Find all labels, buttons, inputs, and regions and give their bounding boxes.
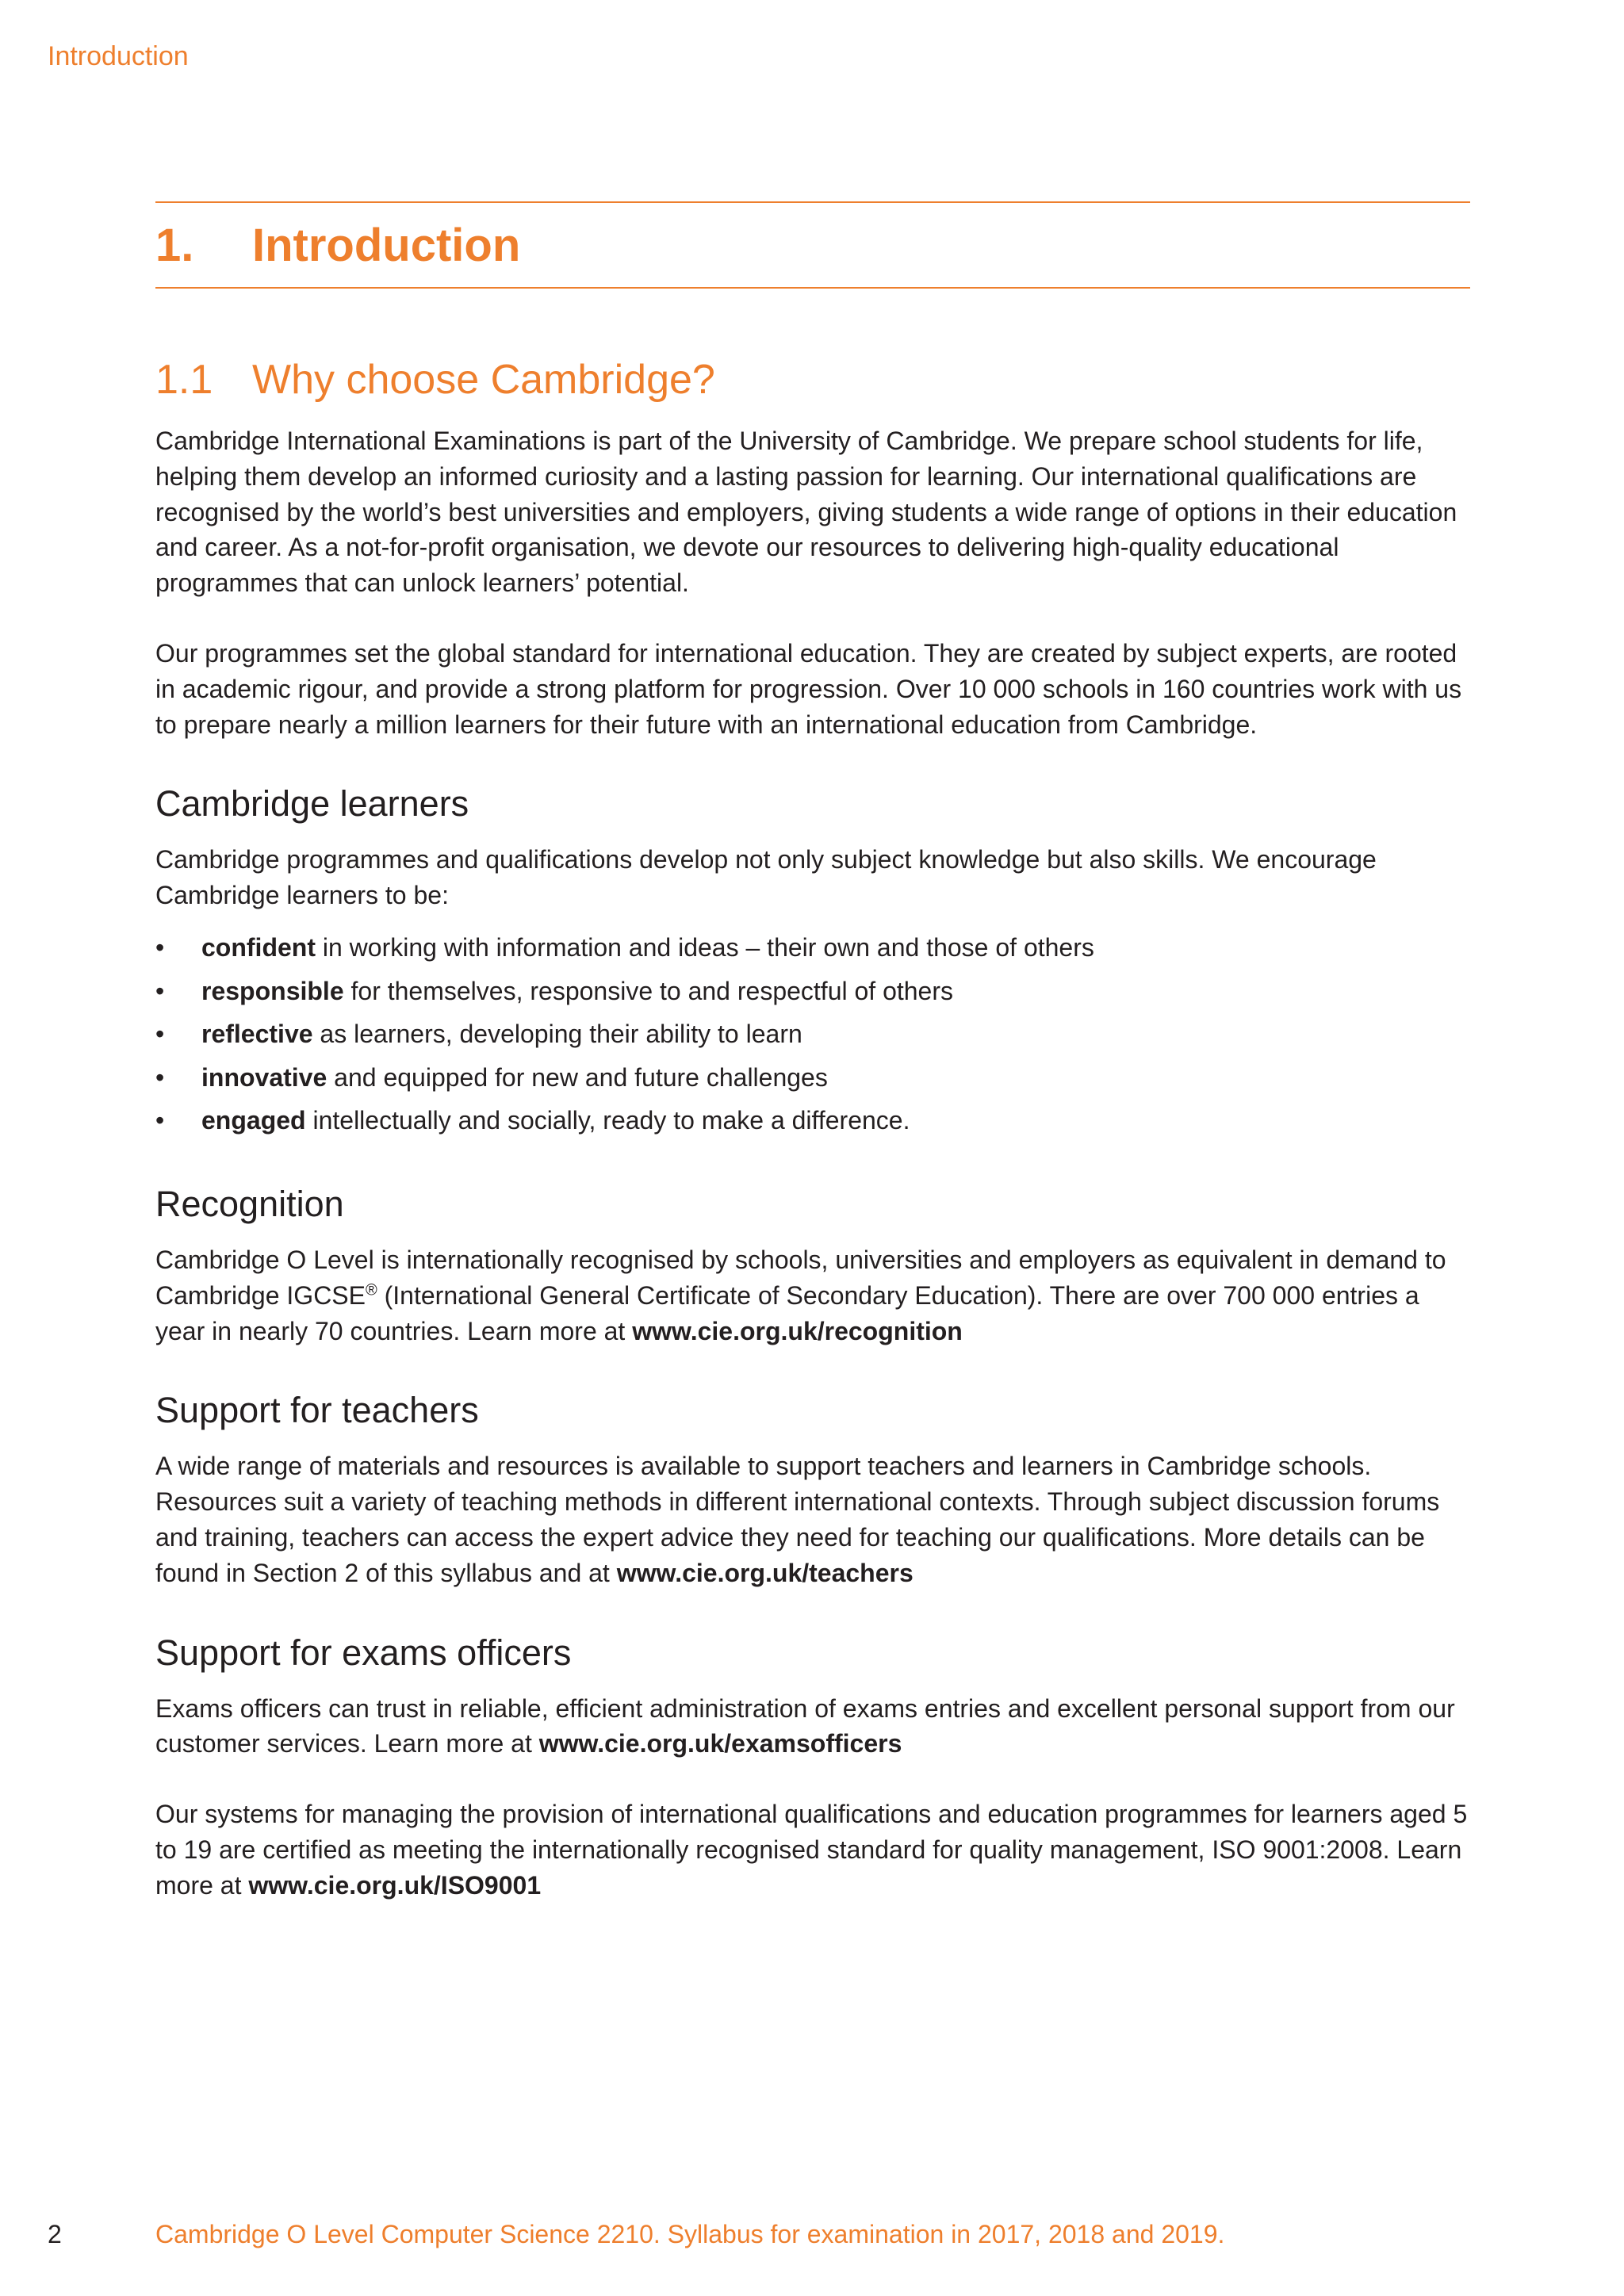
list-item bbox=[155, 1099, 1470, 1142]
recognition-text-a: Cambridge O Level is internationally recognised by schools, universities and employers as equivalent in demand to Cambridge IGCSE bbox=[155, 1245, 1446, 1310]
list-item-text: intellectually and socially, ready to make a difference. bbox=[305, 1106, 910, 1135]
chapter-bottom-rule bbox=[155, 287, 1470, 289]
teachers-text: A wide range of materials and resources is available to support teachers and learners in Cambridge schools. Resources suit a variety of teaching methods in different international contexts. Through subject discussion forums and training, teachers can access the expert advice they need for teaching our qualifications. More details can be found in Section 2 of this syllabus and at bbox=[155, 1452, 1440, 1587]
why-cambridge-paragraph-2: Our programmes set the global standard for international education. They are created by subject experts, are rooted in academic rigour, and provide a strong platform for progression. Over 10 000 schools in 160 countries work with us to prepare nearly a million learners for their future with an international education from Cambridge. bbox=[155, 638, 1462, 739]
exams-officers-text-1: Exams officers can trust in reliable, efficient administration of exams entries and excellent personal support from our customer services. Learn more at bbox=[155, 1693, 1455, 1758]
list-item-text: in working with information and ideas – their own and those of others bbox=[315, 932, 1094, 962]
section-title-text: Why choose Cambridge? bbox=[252, 357, 715, 403]
iso-link[interactable]: www.cie.org.uk/ISO9001 bbox=[248, 1870, 542, 1900]
list-item-text: and equipped for new and future challenges bbox=[327, 1062, 828, 1092]
bullet-icon: • bbox=[155, 1062, 165, 1092]
chapter-title-text: Introduction bbox=[252, 219, 521, 271]
recognition-link[interactable]: www.cie.org.uk/recognition bbox=[632, 1316, 963, 1345]
list-item-bold: reflective bbox=[201, 1020, 313, 1049]
list-item bbox=[155, 926, 1470, 970]
bullet-icon: • bbox=[155, 1106, 165, 1135]
page-number: 2 bbox=[48, 2220, 62, 2248]
exams-officers-heading: Support for exams officers bbox=[155, 1632, 572, 1673]
list-item bbox=[155, 1056, 1470, 1100]
learner-attributes-list bbox=[155, 926, 1470, 1142]
teachers-paragraph bbox=[155, 1448, 1470, 1590]
exams-officers-paragraph-1 bbox=[155, 1691, 1470, 1762]
list-item-bold: engaged bbox=[201, 1106, 306, 1135]
list-item-text: as learners, developing their ability to learn bbox=[312, 1020, 802, 1049]
chapter-number: 1. bbox=[155, 219, 194, 271]
recognition-text-b: (International General Certificate of Secondary Education). There are over 700 000 entries a year in nearly 70 countries. Learn more at bbox=[155, 1280, 1419, 1345]
bullet-icon: • bbox=[155, 976, 165, 1005]
learners-heading: Cambridge learners bbox=[155, 783, 469, 825]
learners-intro: Cambridge programmes and qualifications develop not only subject knowledge but also skills. We encourage Cambridge learners to be: bbox=[155, 845, 1377, 910]
registered-mark: ® bbox=[365, 1281, 377, 1299]
running-head: Introduction bbox=[48, 41, 189, 71]
bullet-icon: • bbox=[155, 1020, 165, 1049]
exams-officers-text-2: Our systems for managing the provision of international qualifications and education programmes for learners aged 5 to 19 are certified as meeting the internationally recognised standard for quality management, ISO 9001:2008. Learn more at bbox=[155, 1800, 1468, 1900]
main-content bbox=[155, 201, 1470, 1904]
section-number: 1.1 bbox=[155, 357, 213, 403]
teachers-heading: Support for teachers bbox=[155, 1390, 479, 1431]
teachers-link[interactable]: www.cie.org.uk/teachers bbox=[616, 1558, 914, 1587]
chapter-title bbox=[155, 203, 1470, 287]
list-item-bold: responsible bbox=[201, 976, 344, 1005]
why-cambridge-paragraph-1: Cambridge International Examinations is part of the University of Cambridge. We prepare school students for life, helping them develop an informed curiosity and a lasting passion for learning. Our international qualifications are recognised by the world’s best universities and employers, giving students a wide range of options in their education and career. As a not-for-profit organisation, we devote our resources to delivering high-quality educational programmes that can unlock learners’ potential. bbox=[155, 427, 1457, 598]
recognition-heading: Recognition bbox=[155, 1183, 344, 1224]
list-item bbox=[155, 970, 1470, 1013]
list-item bbox=[155, 1012, 1470, 1056]
recognition-paragraph bbox=[155, 1242, 1470, 1349]
list-item-bold: innovative bbox=[201, 1062, 327, 1092]
exams-officers-link[interactable]: www.cie.org.uk/examsofficers bbox=[538, 1729, 902, 1758]
exams-officers-paragraph-2 bbox=[155, 1797, 1470, 1903]
section-title bbox=[155, 354, 1470, 406]
footer-text: Cambridge O Level Computer Science 2210. Syllabus for examination in 2017, 2018 and 2019. bbox=[155, 2220, 1225, 2248]
list-item-text: for themselves, responsive to and respectful of others bbox=[343, 976, 953, 1005]
list-item-bold: confident bbox=[201, 932, 316, 962]
bullet-icon: • bbox=[155, 932, 165, 962]
